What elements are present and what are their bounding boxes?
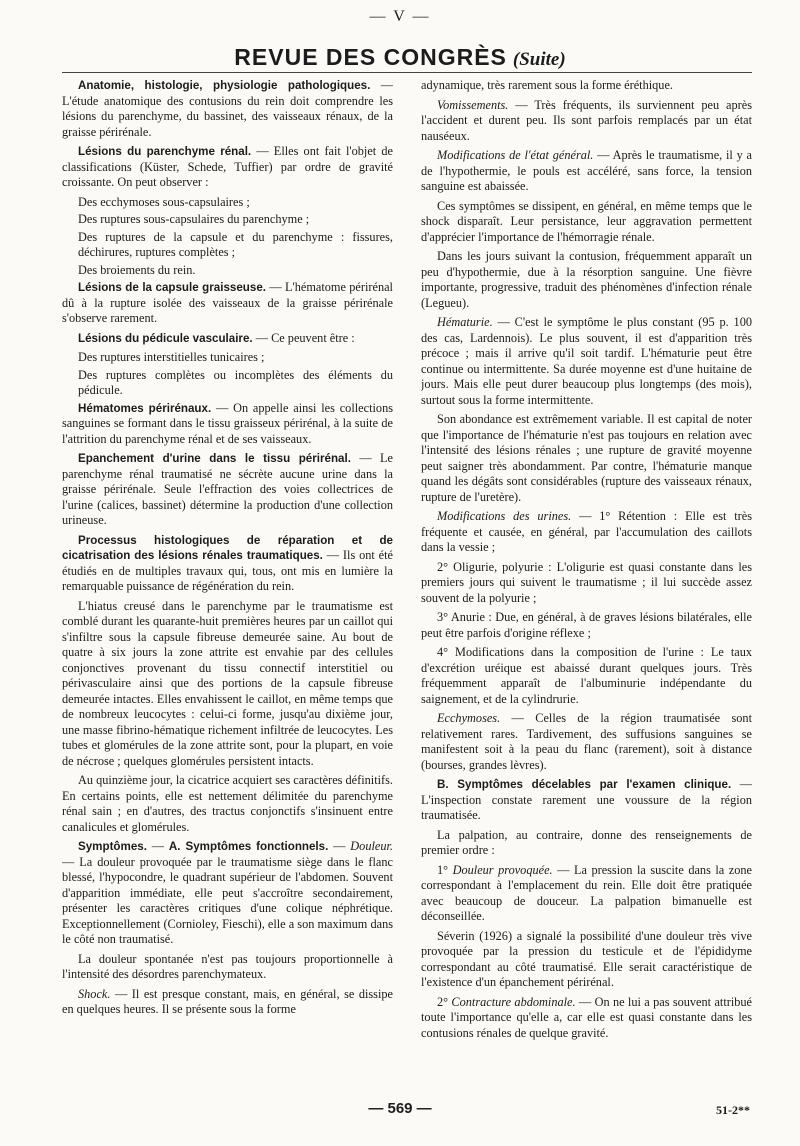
paragraph-text: — L'hématome périrénal dû à la rupture isolée des vaisseaux de la graisse périrénale s'observe rarement. bbox=[62, 280, 393, 325]
section-heading: B. Symptômes décelables par l'examen clinique. bbox=[437, 778, 732, 791]
page-number-top: — V — bbox=[369, 8, 431, 25]
paragraph bbox=[421, 995, 752, 1042]
paragraph bbox=[421, 863, 752, 925]
list-number: 2° bbox=[437, 994, 452, 1009]
section-heading: Epanchement d'urine dans le tissu périrénal. bbox=[78, 452, 351, 465]
italic-heading: Shock. bbox=[78, 986, 111, 1001]
italic-heading: Douleur provoquée. bbox=[452, 862, 553, 877]
paragraph-text: — Après le traumatisme, il y a de l'hypothermie, le pouls est accéléré, sans force, la tension sanguine est abaissée. bbox=[421, 148, 752, 193]
subsection-heading: A. Symptômes fonctionnels. bbox=[168, 840, 329, 853]
paragraph bbox=[62, 533, 393, 595]
paragraph-text: — On ne lui a pas souvent attribué toute l'importance qu'elle a, car elle est quasi constante dans les contusions rénales de quelque gravité. bbox=[421, 994, 752, 1040]
paragraph-text: — 1° Rétention : Elle est très fréquente et causée, en général, par l'accumulation des caillots dans la vessie ; bbox=[421, 509, 752, 554]
page-title: REVUE DES CONGRÈS bbox=[234, 44, 507, 70]
list-item: Des ruptures sous-capsulaires du parenchyme ; bbox=[78, 212, 310, 226]
italic-heading: Hématurie. bbox=[437, 315, 493, 329]
page-header bbox=[0, 44, 800, 71]
italic-heading: Ecchymoses. bbox=[437, 711, 501, 725]
header-rule bbox=[62, 72, 752, 73]
paragraph-text: — C'est le symptôme le plus constant (95 p. 100 des cas, Lardennois). Le plus souvent, il est d'apparition très précoce ; mais il arrive qu'il soit tardif. L'hématurie peut être continue ou intermittente. Sa durée moyenne est d'une huitaine de jours. Mais elle peut durer beaucoup plus longtemps (des mois), surtout sous la forme intermittente. bbox=[421, 315, 752, 407]
italic-heading: Douleur. bbox=[350, 839, 393, 853]
paragraph: 4° Modifications dans la composition de l'urine : Le taux d'excrétion uréique est abaissé durant quelques jours. Très fréquemment apparaît de l'albuminurie indépendante du saignement, et de la cylindrurie. bbox=[421, 645, 752, 706]
paragraph: adynamique, très rarement sous la forme éréthique. bbox=[421, 78, 673, 92]
list-item: Des ecchymoses sous-capsulaires ; bbox=[78, 194, 250, 209]
paragraph-text: — La pression la suscite dans la zone correspondant à l'emplacement du rein. Elle doit être pratiquée avec beaucoup de douceur. La palpation bimanuelle est déconseillée. bbox=[421, 862, 752, 923]
list-number: 1° bbox=[437, 862, 453, 877]
paragraph bbox=[62, 987, 393, 1018]
section-heading: Lésions du parenchyme rénal. bbox=[78, 145, 252, 158]
paragraph: Son abondance est extrêmement variable. Il est capital de noter que l'importance de l'hématurie n'est pas toujours en relation avec l'intensité des lésions rénales ; une rupture de gravité moyenne peut saigner très abondamment. Par contre, l'hématurie manque quand les dégâts sont considérables (rupture des vaisseaux rénaux, rupture de l'uretère). bbox=[421, 412, 752, 504]
paragraph: La palpation, au contraire, donne des renseignements de premier ordre : bbox=[421, 827, 752, 857]
list-item: Des ruptures de la capsule et du parenchyme : fissures, déchirures, ruptures complètes ; bbox=[78, 229, 393, 259]
paragraph bbox=[62, 280, 393, 327]
paragraph bbox=[421, 315, 752, 408]
section-heading: Anatomie, histologie, physiologie pathologiques. bbox=[78, 79, 371, 92]
paragraph-text: — Ce peuvent être : bbox=[252, 330, 355, 345]
page-number-footer: — 569 — bbox=[368, 1100, 432, 1117]
list-item: Des ruptures interstitielles tunicaires ; bbox=[78, 350, 265, 364]
right-column bbox=[421, 78, 752, 1094]
paragraph: Dans les jours suivant la contusion, fréquemment apparaît un peu d'hypothermie, due à la résorption sanguine. Une fièvre importante, progressive, traduit des phénomènes d'infection rénale (Legueu). bbox=[421, 249, 752, 310]
paragraph: Symptômes. — A. Symptômes fonctionnels. — Douleur. — La douleur provoquée par le traumatisme siège dans le flanc blessé, l'hypocondre, le quadrant supérieur de l'abdomen. Souvent d'apparition immédiate, elle peut s'accroître secondairement, présenter les caractères critiques d'une colique néphrétique. Exceptionnellement (Cornioley, Fieschi), elle a son maximum dans le côté non traumatisé. bbox=[62, 839, 393, 946]
paragraph bbox=[62, 451, 393, 529]
paragraph: L'hiatus creusé dans le parenchyme par le traumatisme est comblé durant les quarante-huit premières heures par un caillot qui s'infiltre sous la capsule fibreuse demeurée saine. Au bout de quatre à six jours la zone attrite est envahie par des cellules conjonctives provenant du tissu connectif interstitiel ou périvasculaire ainsi que des portions de la capsule fibreuse demeurée intactes. Elles envahissent le caillot, en même temps que de nombreux leucocytes : celui-ci forme, jusqu'au dixième jour, une masse fibrino-hématique richement infiltrée de leucocytes. Les tubes et glomérules de la zone attrite sont, pour la plupart, en voie de nécrose ; quelques glomérules persistent intacts. bbox=[62, 598, 393, 768]
paragraph: 2° Oligurie, polyurie : L'oligurie est quasi constante dans les premiers jours qui suivent le traumatisme ; il lui succède assez souvent de la polyurie ; bbox=[421, 559, 752, 605]
paragraph-text: — Ils ont été étudiés en de multiples travaux qui, tous, ont mis en lumière la remarquable puissance de régénération du rein. bbox=[62, 548, 393, 593]
paragraph bbox=[421, 98, 752, 145]
paragraph bbox=[62, 144, 393, 191]
paragraph bbox=[421, 777, 752, 824]
paragraph-text: — Il est presque constant, mais, en général, se dissipe en quelques heures. Il se présente sous la forme bbox=[62, 986, 393, 1016]
page-title-suite: (Suite) bbox=[512, 49, 566, 70]
italic-heading: Modifications de l'état général. bbox=[437, 148, 594, 162]
paragraph: La douleur spontanée n'est pas toujours proportionnelle à l'intensité des désordres parenchymateux. bbox=[62, 951, 393, 981]
paragraph bbox=[421, 148, 752, 195]
signature-code: 51-2** bbox=[716, 1103, 750, 1117]
section-heading: Lésions de la capsule graisseuse. bbox=[78, 281, 266, 294]
italic-heading: Modifications des urines. bbox=[437, 509, 572, 523]
section-heading: Processus histologiques de réparation et de cicatrisation des lésions rénales traumatiques. bbox=[62, 533, 393, 562]
paragraph bbox=[62, 78, 393, 140]
paragraph bbox=[62, 331, 393, 347]
paragraph-text: — Celles de la région traumatisée sont relativement rares. Tardivement, des suffusions sanguines se manifestent soit à la peau du flanc (rarement), soit à distance (bourses, grandes lèvres). bbox=[421, 711, 752, 772]
section-heading: Symptômes. bbox=[78, 840, 147, 853]
paragraph-text: — L'étude anatomique des contusions du rein doit comprendre les lésions du parenchyme, du bassinet, des vaisseaux rénaux, de la graisse périrénale. bbox=[62, 78, 393, 139]
paragraph: Au quinzième jour, la cicatrice acquiert ses caractères définitifs. En certains points, elle est nettement délimitée du parenchyme rénal sain ; en d'autres, des tractus conjonctifs s'insinuent entre canalicules et glomérules. bbox=[62, 773, 393, 834]
paragraph-text: — La douleur provoquée par le traumatisme siège dans le flanc blessé, l'hypocondre, le quadrant supérieur de l'abdomen. Souvent d'apparition immédiate, elle peut s'accroître secondairement, présenter les caractères critiques d'une colique néphrétique. Exceptionnellement (Cornioley, Fieschi), elle a son maximum dans le côté non traumatisé. bbox=[62, 854, 393, 946]
section-heading: Hématomes périrénaux. bbox=[78, 401, 212, 415]
paragraph-text: — On appelle ainsi les collections sanguines se formant dans le tissu graisseux périrénal, à la suite de l'attrition du parenchyme rénal et de ses vaisseaux. bbox=[62, 400, 393, 446]
paragraph-text: — Elles ont fait l'objet de classifications (Küster, Schede, Tuffier) par ordre de gravité croissante. On peut observer : bbox=[62, 144, 393, 189]
paragraph bbox=[421, 509, 752, 556]
paragraph: Séverin (1926) a signalé la possibilité d'une douleur très vive provoquée par la pression du testicule et de l'épididyme correspondant au côté traumatisé. Elle serait caractéristique de l'existence d'un épanchement périrénal. bbox=[421, 928, 752, 989]
paragraph bbox=[421, 711, 752, 773]
paragraph-text: — L'inspection constate rarement une voussure de la région traumatisée. bbox=[421, 777, 752, 822]
list-item: Des broiements du rein. bbox=[78, 262, 196, 277]
left-column bbox=[62, 78, 393, 1094]
paragraph: 3° Anurie : Due, en général, à de graves lésions bilatérales, elle peut être parfois d'origine réflexe ; bbox=[421, 610, 752, 640]
italic-heading: Vomissements. bbox=[437, 97, 509, 112]
section-heading: Lésions du pédicule vasculaire. bbox=[78, 331, 253, 345]
paragraph: Ces symptômes se dissipent, en général, en même temps que le shock disparaît. Leur persistance, leur aggravation permettent d'apprécier l'importance de l'hémorragie rénale. bbox=[421, 198, 752, 244]
paragraph-text: — Très fréquents, ils surviennent peu après l'accident et durent peu. Ils sont parfois remplacés par un état nauséeux. bbox=[421, 97, 752, 143]
paragraph-text: — Le parenchyme rénal traumatisé ne sécrète aucune urine dans la graisse périrénale. Seule l'effraction des voies collectrices de l'urine (calices, bassinet) détermine la production d'une collection urineuse. bbox=[62, 451, 393, 527]
italic-heading: Contracture abdominale. bbox=[451, 994, 576, 1009]
paragraph bbox=[62, 401, 393, 448]
list-item: Des ruptures complètes ou incomplètes des éléments du pédicule. bbox=[78, 367, 393, 397]
